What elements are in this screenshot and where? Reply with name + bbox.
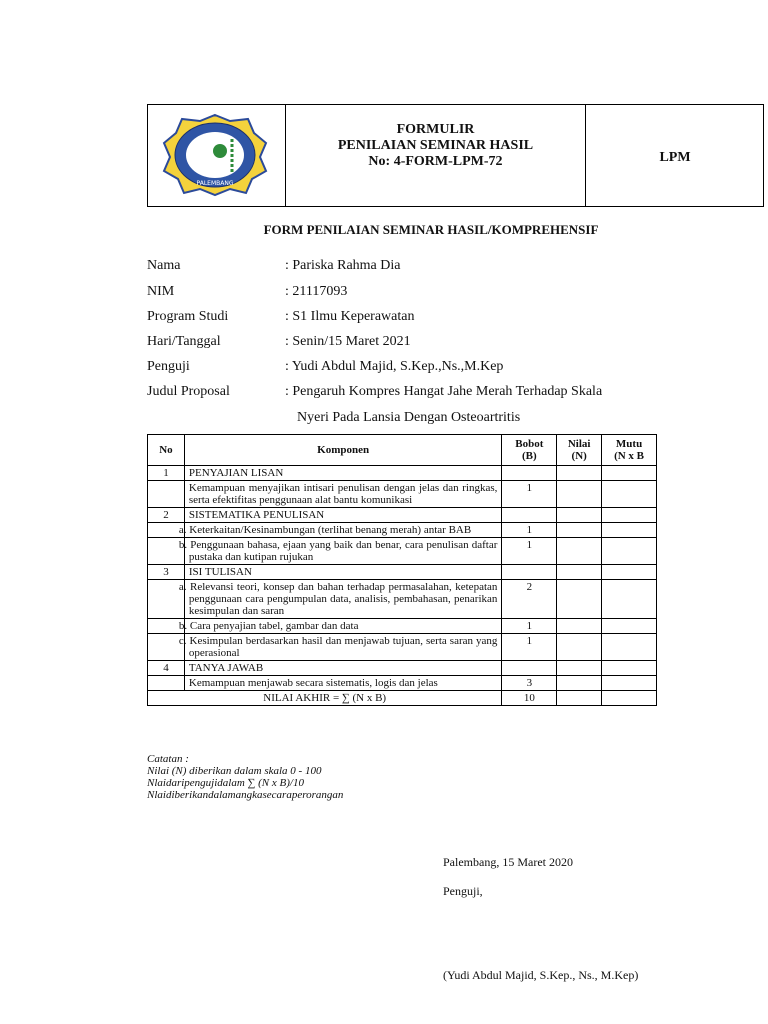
- table-row: [148, 619, 657, 634]
- total-label: NILAI AKHIR = ∑ (N x B): [148, 691, 502, 706]
- nilai-cell: [557, 481, 602, 508]
- table-header-row: [148, 435, 657, 466]
- section-no: 3: [148, 565, 185, 580]
- score-table: [147, 434, 657, 706]
- mutu-cell: [602, 580, 657, 619]
- header-text: (N): [571, 450, 587, 462]
- document-title: FORM PENILAIAN SEMINAR HASIL/KOMPREHENSIF: [263, 222, 599, 237]
- mutu-cell: [602, 676, 657, 691]
- nilai-cell: [557, 634, 602, 661]
- table-row: [148, 523, 657, 538]
- identity-label: Program Studi: [147, 309, 229, 324]
- item-text: Kemampuan menyajikan intisari penulisan dengan jelas dan ringkas, serta efektifitas penggunaan alat bantu komunikasi: [184, 481, 502, 508]
- section-title: ISI TULISAN: [184, 565, 502, 580]
- logo-text: PALEMBANG: [196, 180, 234, 187]
- identity-label: Nama: [147, 258, 181, 273]
- header-nilai: [557, 435, 602, 466]
- item-bobot: 3: [502, 676, 557, 691]
- notes: [147, 753, 343, 801]
- note-line: Nlaidaripengujidalam ∑ (N x B)/10: [147, 777, 304, 789]
- nilai-cell: [557, 691, 602, 706]
- total-bobot: 10: [502, 691, 557, 706]
- nilai-cell: [557, 538, 602, 565]
- section-no: 2: [148, 508, 185, 523]
- header-text: Bobot: [515, 438, 544, 450]
- item-text: b. Cara penyajian tabel, gambar dan data: [184, 619, 502, 634]
- title-line: FORMULIR: [396, 122, 475, 137]
- nilai-cell: [557, 676, 602, 691]
- header-komponen: Komponen: [184, 435, 502, 466]
- identity-label: NIM: [147, 284, 175, 299]
- note-line: Catatan :: [147, 753, 189, 765]
- form-title: [286, 122, 585, 170]
- mutu-cell: [602, 619, 657, 634]
- table-row: [148, 538, 657, 565]
- identity-value: : 21117093: [285, 284, 348, 299]
- lpm-label: LPM: [659, 150, 691, 165]
- item-bobot: 1: [502, 634, 557, 661]
- mutu-cell: [602, 523, 657, 538]
- header-text: Mutu: [615, 438, 643, 450]
- mutu-cell: [602, 634, 657, 661]
- identity-label: Hari/Tanggal: [147, 334, 221, 349]
- header-text: Nilai: [567, 438, 591, 450]
- header-mutu: [602, 435, 657, 466]
- section-title: PENYAJIAN LISAN: [184, 466, 502, 481]
- header-text: (N x B: [614, 450, 645, 462]
- form-number: No: 4-FORM-LPM-72: [368, 154, 503, 169]
- item-text: a. Relevansi teori, konsep dan bahan terhadap permasalahan, ketepatan penggunaan cara pengumpulan data, analisis, pembahasan, penarikan kesimpulan dan saran: [184, 580, 502, 619]
- item-bobot: 1: [502, 523, 557, 538]
- title-line: PENILAIAN SEMINAR HASIL: [337, 138, 534, 153]
- note-line: Nlaidiberikandalamangkasecaraperorangan: [147, 789, 344, 801]
- note-line: Nilai (N) diberikan dalam skala 0 - 100: [147, 765, 322, 777]
- item-bobot: 1: [502, 619, 557, 634]
- header-no: No: [148, 435, 185, 466]
- table-row: [148, 676, 657, 691]
- judul-continuation: Nyeri Pada Lansia Dengan Osteoartritis: [297, 410, 521, 425]
- identity-label: Judul Proposal: [147, 384, 230, 399]
- header-bobot: [502, 435, 557, 466]
- nilai-cell: [557, 523, 602, 538]
- table-row: [148, 481, 657, 508]
- item-bobot: 1: [502, 538, 557, 565]
- mutu-cell: [602, 691, 657, 706]
- item-bobot: 2: [502, 580, 557, 619]
- signer-name: (Yudi Abdul Majid, S.Kep., Ns., M.Kep): [443, 968, 639, 982]
- table-row: [148, 580, 657, 619]
- nilai-cell: [557, 580, 602, 619]
- item-text: b. Penggunaan bahasa, ejaan yang baik dan benar, cara penulisan daftar pustaka dan kutipan rujukan: [184, 538, 502, 565]
- university-logo: [162, 113, 268, 197]
- section-no: 1: [148, 466, 185, 481]
- nilai-cell: [557, 619, 602, 634]
- section-title: SISTEMATIKA PENULISAN: [184, 508, 502, 523]
- section-row: [148, 466, 657, 481]
- identity-value: : Yudi Abdul Majid, S.Kep.,Ns.,M.Kep: [285, 359, 504, 374]
- identity-value: : Pengaruh Kompres Hangat Jahe Merah Terhadap Skala: [285, 384, 603, 399]
- section-row: [148, 508, 657, 523]
- identity-value: : Pariska Rahma Dia: [285, 258, 401, 273]
- table-row: [148, 634, 657, 661]
- section-row: [148, 565, 657, 580]
- item-bobot: 1: [502, 481, 557, 508]
- signer-role: Penguji,: [443, 884, 483, 898]
- item-text: c. Kesimpulan berdasarkan hasil dan menjawab tujuan, serta saran yang operasional: [184, 634, 502, 661]
- item-text: a. Keterkaitan/Kesinambungan (terlihat benang merah) antar BAB: [184, 523, 502, 538]
- mutu-cell: [602, 481, 657, 508]
- identity-value: : S1 Ilmu Keperawatan: [285, 309, 415, 324]
- total-row: [148, 691, 657, 706]
- section-title: TANYA JAWAB: [184, 661, 502, 676]
- identity-value: : Senin/15 Maret 2021: [285, 334, 411, 349]
- header-text: (B): [521, 450, 537, 462]
- section-no: 4: [148, 661, 185, 676]
- identity-label: Penguji: [147, 359, 190, 374]
- place-date: Palembang, 15 Maret 2020: [443, 855, 573, 869]
- item-text: Kemampuan menjawab secara sistematis, logis dan jelas: [184, 676, 502, 691]
- section-row: [148, 661, 657, 676]
- mutu-cell: [602, 538, 657, 565]
